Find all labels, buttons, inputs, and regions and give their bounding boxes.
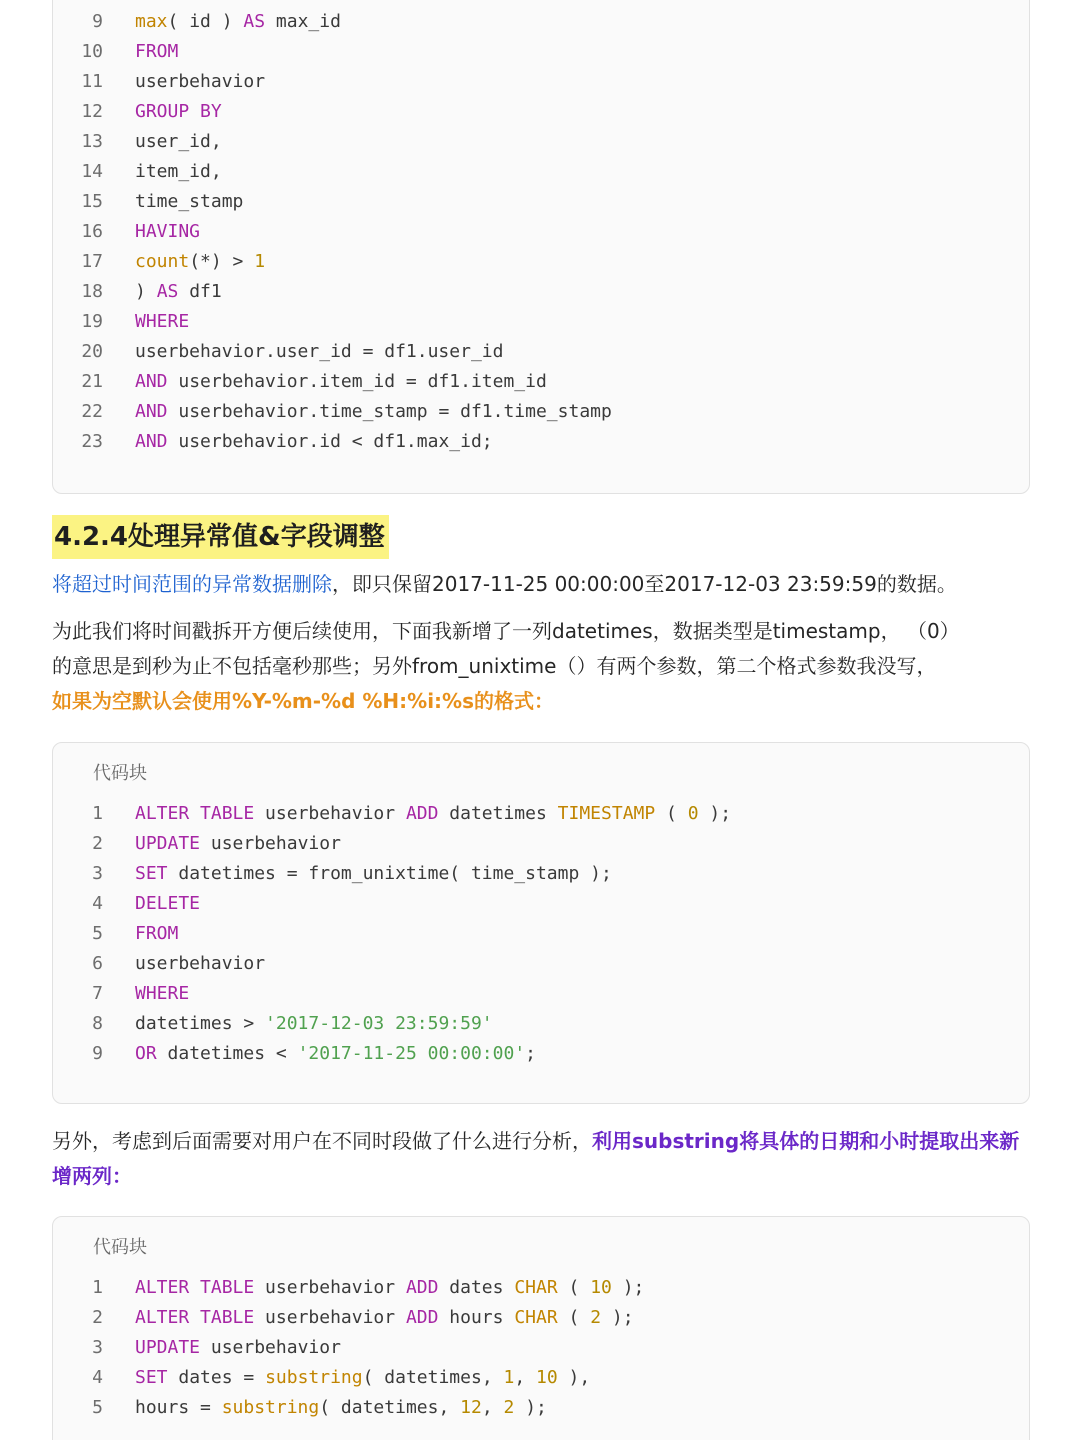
code-token: ) <box>135 281 157 302</box>
code-token: user_id, <box>135 131 222 152</box>
line-number: 3 <box>92 863 103 884</box>
code-token: ( datetimes, <box>362 1367 504 1388</box>
code-token: '2017-11-25 00:00:00' <box>297 1043 526 1064</box>
paragraph-text: ，即只保留2017-11-25 00:00:00至2017-12-03 23:59:59的数据。 <box>332 572 957 596</box>
line-number: 22 <box>81 401 103 422</box>
code-line <box>53 187 1029 217</box>
code-text <box>135 1039 536 1069</box>
code-token: dates <box>438 1277 515 1298</box>
code-text <box>135 979 189 1009</box>
code-text <box>135 127 222 157</box>
paragraph-line: 的意思是到秒为止不包括毫秒那些；另外from_unixtime（）有两个参数，第二个格式参数我没写， <box>52 654 937 678</box>
code-token: 12 <box>460 1397 482 1418</box>
code-token: ( datetimes, <box>319 1397 461 1418</box>
paragraph-timestamp-explanation <box>52 614 1042 719</box>
highlight-purple-text: 利用substring将具体的日期和小时提取出来新增两列： <box>52 1129 1020 1188</box>
code-line <box>53 337 1029 367</box>
code-text <box>135 217 200 247</box>
code-token: count <box>135 251 190 272</box>
code-line <box>53 1363 1029 1393</box>
code-line <box>53 277 1029 307</box>
code-token: 1 <box>503 1367 515 1388</box>
code-line <box>53 889 1029 919</box>
code-text <box>135 1009 493 1039</box>
line-number: 2 <box>92 833 103 854</box>
line-number: 13 <box>81 131 103 152</box>
code-line <box>53 127 1029 157</box>
code-token: ), <box>557 1367 591 1388</box>
code-block-title: 代码块 <box>93 763 147 784</box>
code-block-substring <box>52 1216 1030 1440</box>
paragraph-substring <box>52 1124 1032 1194</box>
line-number: 10 <box>81 41 103 62</box>
code-token: AND <box>135 371 168 392</box>
code-line <box>53 1303 1029 1333</box>
code-text <box>135 829 341 859</box>
code-token: WHERE <box>135 311 190 332</box>
code-token: CHAR <box>514 1277 558 1298</box>
code-line <box>53 307 1029 337</box>
code-line <box>53 859 1029 889</box>
code-text <box>135 949 265 979</box>
paragraph-text: 另外，考虑到后面需要对用户在不同时段做了什么进行分析， <box>52 1129 592 1153</box>
code-token: datetimes > <box>135 1013 266 1034</box>
code-token: max_id <box>265 11 341 32</box>
highlight-link-text[interactable]: 将超过时间范围的异常数据删除 <box>52 572 332 596</box>
code-token: ); <box>611 1277 645 1298</box>
code-token: userbehavior <box>254 1307 406 1328</box>
code-token: 2 <box>503 1397 515 1418</box>
code-token: userbehavior <box>254 1277 406 1298</box>
code-token: ADD <box>405 803 439 824</box>
code-token: datetimes = from_unixtime( time_stamp ); <box>167 863 612 884</box>
code-token: userbehavior <box>200 833 341 854</box>
code-text <box>135 187 243 217</box>
highlight-orange-text: 如果为空默认会使用%Y-%m-%d %H:%i:%s的格式： <box>52 689 554 713</box>
line-number: 1 <box>92 803 103 824</box>
code-block-datetimes <box>52 742 1030 1104</box>
code-line <box>53 979 1029 1009</box>
code-token: userbehavior.id < df1.max_id; <box>167 431 493 452</box>
code-token: 2 <box>590 1307 602 1328</box>
line-number: 2 <box>92 1307 103 1328</box>
code-token: userbehavior <box>135 953 266 974</box>
code-token: ; <box>525 1043 536 1064</box>
code-line <box>53 829 1029 859</box>
code-line <box>53 919 1029 949</box>
code-token: AS <box>156 281 179 302</box>
code-token: ); <box>514 1397 547 1418</box>
code-token: userbehavior <box>200 1337 341 1358</box>
code-block-dedup <box>52 0 1030 494</box>
line-number: 18 <box>81 281 103 302</box>
line-number: 12 <box>81 101 103 122</box>
code-text <box>135 157 222 187</box>
code-token: UPDATE <box>135 1337 201 1358</box>
code-token: hours <box>438 1307 515 1328</box>
code-token: item_id, <box>135 161 222 182</box>
line-number: 1 <box>92 1277 103 1298</box>
code-token: WHERE <box>135 983 190 1004</box>
code-line <box>53 1039 1029 1069</box>
line-number: 14 <box>81 161 103 182</box>
code-line <box>53 247 1029 277</box>
code-text <box>135 1393 547 1423</box>
code-text <box>135 367 547 397</box>
code-token: substring <box>265 1367 363 1388</box>
code-token: ( <box>557 1277 591 1298</box>
paragraph-line: 为此我们将时间戳拆开方便后续使用，下面我新增了一列datetimes，数据类型是timestamp， （0） <box>52 619 960 643</box>
code-token: AND <box>135 431 168 452</box>
code-lines <box>53 1273 1029 1423</box>
code-token: ALTER TABLE <box>135 1277 255 1298</box>
code-token: , <box>514 1367 537 1388</box>
code-token: ADD <box>405 1277 439 1298</box>
code-token: ( id ) <box>167 11 244 32</box>
code-token: time_stamp <box>135 191 244 212</box>
line-number: 16 <box>81 221 103 242</box>
code-token: 10 <box>536 1367 558 1388</box>
line-number: 4 <box>92 893 103 914</box>
code-text <box>135 1363 590 1393</box>
line-number: 19 <box>81 311 103 332</box>
code-text <box>135 97 222 127</box>
code-token: 0 <box>687 803 699 824</box>
code-token: ( <box>557 1307 591 1328</box>
code-token: CHAR <box>514 1307 558 1328</box>
code-line <box>53 1009 1029 1039</box>
code-line <box>53 67 1029 97</box>
code-token: UPDATE <box>135 833 201 854</box>
code-token: GROUP BY <box>135 101 222 122</box>
code-token: hours = <box>135 1397 222 1418</box>
code-text <box>135 277 222 307</box>
code-text <box>135 799 731 829</box>
section-heading: 4.2.4处理异常值&字段调整 <box>52 515 389 559</box>
code-line <box>53 7 1029 37</box>
line-number: 7 <box>92 983 103 1004</box>
code-token: userbehavior.user_id = df1.user_id <box>135 341 504 362</box>
code-token: ); <box>601 1307 634 1328</box>
line-number: 20 <box>81 341 103 362</box>
code-text <box>135 37 178 67</box>
code-token: userbehavior <box>135 71 266 92</box>
code-token: 10 <box>590 1277 612 1298</box>
line-number: 9 <box>92 11 103 32</box>
code-token: SET <box>135 863 168 884</box>
code-token: 1 <box>254 251 266 272</box>
code-token: df1 <box>178 281 222 302</box>
code-line <box>53 1273 1029 1303</box>
code-token: ALTER TABLE <box>135 803 255 824</box>
code-token: dates = <box>167 1367 266 1388</box>
line-number: 4 <box>92 1367 103 1388</box>
code-lines <box>53 799 1029 1069</box>
code-line <box>53 949 1029 979</box>
code-token: DELETE <box>135 893 201 914</box>
code-block-title: 代码块 <box>93 1237 147 1258</box>
code-token: , <box>481 1397 504 1418</box>
code-text <box>135 1273 644 1303</box>
line-number: 3 <box>92 1337 103 1358</box>
code-token: HAVING <box>135 221 201 242</box>
code-line <box>53 217 1029 247</box>
code-line <box>53 37 1029 67</box>
code-token: AS <box>243 11 266 32</box>
line-number: 17 <box>81 251 103 272</box>
code-text <box>135 1303 634 1333</box>
code-token: SET <box>135 1367 168 1388</box>
code-text <box>135 337 503 367</box>
code-token: ADD <box>405 1307 439 1328</box>
code-token: userbehavior.item_id = df1.item_id <box>167 371 547 392</box>
code-line <box>53 1393 1029 1423</box>
code-text <box>135 307 189 337</box>
line-number: 9 <box>92 1043 103 1064</box>
code-text <box>135 889 200 919</box>
code-line <box>53 367 1029 397</box>
code-line <box>53 97 1029 127</box>
code-token: (*) > <box>189 251 255 272</box>
code-text <box>135 247 265 277</box>
code-line <box>53 799 1029 829</box>
code-token: AND <box>135 401 168 422</box>
paragraph-time-range <box>52 567 1042 602</box>
line-number: 21 <box>81 371 103 392</box>
line-number: 23 <box>81 431 103 452</box>
code-token: ); <box>698 803 732 824</box>
code-text <box>135 7 341 37</box>
code-token: TIMESTAMP <box>557 803 656 824</box>
code-text <box>135 859 612 889</box>
code-token: FROM <box>135 41 179 62</box>
line-number: 6 <box>92 953 103 974</box>
code-token: FROM <box>135 923 179 944</box>
line-number: 8 <box>92 1013 103 1034</box>
code-token: datetimes <box>438 803 558 824</box>
line-number: 5 <box>92 1397 103 1418</box>
code-lines <box>53 7 1029 457</box>
code-text <box>135 919 178 949</box>
code-token: OR <box>135 1043 157 1064</box>
code-line <box>53 1333 1029 1363</box>
code-token: max <box>135 11 168 32</box>
code-token: ( <box>655 803 688 824</box>
code-text <box>135 397 612 427</box>
code-token: ALTER TABLE <box>135 1307 255 1328</box>
code-token: userbehavior.time_stamp = df1.time_stamp <box>167 401 612 422</box>
code-text <box>135 1333 341 1363</box>
code-token: substring <box>221 1397 320 1418</box>
line-number: 15 <box>81 191 103 212</box>
code-text <box>135 67 265 97</box>
code-line <box>53 157 1029 187</box>
code-token: '2017-12-03 23:59:59' <box>265 1013 493 1034</box>
code-token: datetimes < <box>156 1043 298 1064</box>
code-line <box>53 397 1029 427</box>
code-line <box>53 427 1029 457</box>
line-number: 5 <box>92 923 103 944</box>
code-text <box>135 427 493 457</box>
line-number: 11 <box>81 71 103 92</box>
code-token: userbehavior <box>254 803 406 824</box>
